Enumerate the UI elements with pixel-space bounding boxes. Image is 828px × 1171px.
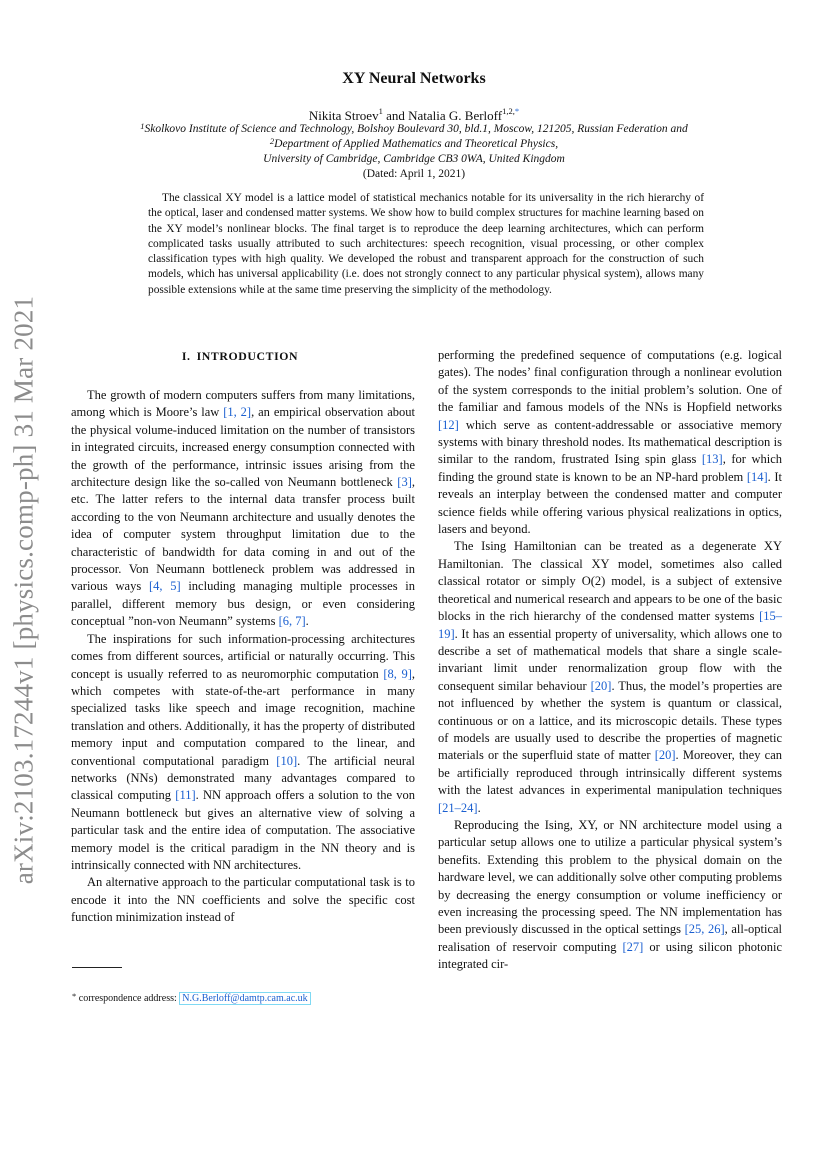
citation-link[interactable]: [12] <box>438 417 459 432</box>
abstract: The classical XY model is a lattice model of statistical mechanics notable for its universality in the rich hierarchy of the optical, laser and condensed matter systems. We show how to build complex structures for machine learning based on the XY model’s nonlinear blocks. The final target is to reproduce the deep learning architectures, which can perform complicated tasks usually attributed to such architectures: speech recognition, visual processing, or other complex classification types with high quality. We developed the robust and transparent approach for the construction of such models, which has universal applicability (i.e. does not strongly connect to any particular physical system), allows many possible extensions while at the same time preserving the simplicity of the methodology. <box>148 192 704 296</box>
text-run: . NN approach offers a solution to the von Neumann bottleneck but gives an alternative view of solving a particular task and the entire idea of computation. The associative memory model is the critical paradigm in the NN theory and is intrinsically connected with NN architectures. <box>71 788 415 872</box>
text-run: , which competes with state-of-the-art performance in many specialized tasks like speech and image recognition, machine translation and others. Additionally, it has the property of distributed memory input and computation compared to the linear, and conventional computational paradigm <box>71 666 415 768</box>
paragraph <box>438 817 782 974</box>
paragraph <box>438 538 782 817</box>
citation-link[interactable]: [27] <box>622 939 644 954</box>
paper-title: XY Neural Networks <box>342 70 486 87</box>
affiliation-marker: 2 <box>269 136 275 146</box>
citation-link[interactable]: [20] <box>654 748 676 763</box>
text-run: . The artificial neural networks (NNs) demonstrated many advantages compared to classical computing <box>71 753 416 803</box>
affiliation-marker: 1 <box>140 121 145 131</box>
citation-link[interactable]: [4, 5] <box>148 579 181 594</box>
citation-link[interactable]: [25, 26] <box>684 922 725 937</box>
text-run: , for which finding the ground state is known to be an NP-hard problem <box>438 452 782 484</box>
section-heading <box>71 347 415 365</box>
paragraph: An alternative approach to the particular computational task is to encode it into the NN coefficients and solve the specific cost function minimization instead of <box>71 875 415 925</box>
author-list <box>0 108 828 124</box>
affiliation-marker <box>502 106 519 116</box>
author-name: Natalia G. Berloff <box>408 108 503 123</box>
right-column <box>438 347 782 974</box>
citation-link[interactable]: [11] <box>175 788 196 803</box>
arxiv-sidebar <box>4 260 44 920</box>
citation-link[interactable]: [1, 2] <box>223 405 252 420</box>
text-run: performing the predefined sequence of computations (e.g. logical gates). The nodes’ final configuration through a nonlinear evolution of the system corresponds to the initial problem’s solution. One of the familiar and famous models of the NNs is Hopfield networks <box>438 348 782 415</box>
section-number: I. <box>181 349 191 363</box>
text-run: The growth of modern computers suffers from many limitations, among which is Moore’s law <box>71 388 415 420</box>
paragraph <box>71 387 415 631</box>
citation-link[interactable]: [21–24] <box>438 800 478 815</box>
citation-link[interactable]: [8, 9] <box>383 666 412 681</box>
citation-link[interactable]: [10] <box>276 753 298 768</box>
email-link[interactable]: N.G.Berloff@damtp.cam.ac.uk <box>179 992 310 1005</box>
text-run: . <box>305 614 309 629</box>
affiliation-text: Department of Applied Mathematics and Theoretical Physics, <box>274 138 559 150</box>
affiliation-2 <box>0 138 828 150</box>
citation-link[interactable]: [13] <box>701 452 723 467</box>
paragraph <box>438 347 782 538</box>
affiliation-text: Skolkovo Institute of Science and Technology, Bolshoy Boulevard 30, bld.1, Moscow, 121205, Russian Federation and <box>144 123 688 135</box>
text-run: , etc. The latter refers to the internal data transfer process built according to the von Neumann architecture and usually denotes the idea of computer system throughput limitation due to the characteristic of bandwidth for data coming in and out of the processor. Von Neumann bottleneck problem was addressed in various ways <box>71 475 415 594</box>
text-run: Reproducing the Ising, XY, or NN architecture model using a particular setup allows one to utilize a particular physical system’s benefits. Extending this problem to the physical domain on the hardware level, we can additionally solve other computing problems by decreasing the energy consumption or volume inefficiency or even increasing the processing speed. The NN implementation has been previously discussed in the optical settings <box>438 817 782 937</box>
text-run: . It reveals an interplay between the condensed matter and computer science fields while offering various physical realizations in optics, lasers and beyond. <box>438 469 782 537</box>
affiliation-marker: 1 <box>378 106 383 116</box>
text-run: . Moreover, they can be artificially reproduced through intrinsically different systems with the latest advances in experimental manipulation techniques <box>438 748 782 798</box>
citation-link[interactable]: [14] <box>746 469 768 484</box>
text-run: including managing multiple processes in parallel, different memory bus design, or even considering conceptual ”non-von Neumann” systems <box>71 579 415 629</box>
arxiv-identifier: arXiv:2103.17244v1 [physics.comp-ph] 31 Mar 2021 <box>8 295 39 885</box>
text-run: , an empirical observation about the physical volume-induced limitation on the number of transistors in integrated circuits, increased energy consumption connected with the growth of the performance, intrinsic issues arising from the architecture design like the so-called von Neumann bottleneck <box>71 405 415 490</box>
affiliation-numbers: 1,2, <box>502 106 515 116</box>
text-run: The inspirations for such information-processing architectures comes from different sources, artificial or naturally occurring. This concept is usually referred to as neuromorphic computation <box>71 631 415 681</box>
author-name: Nikita Stroev <box>308 108 379 123</box>
text-run: . <box>477 800 481 815</box>
paper-date: (Dated: April 1, 2021) <box>362 168 466 180</box>
footnote-marker: * <box>72 991 77 1001</box>
text-run: or using silicon photonic integrated cir- <box>438 939 782 972</box>
citation-link[interactable]: [6, 7] <box>278 614 306 629</box>
affiliation-3: University of Cambridge, Cambridge CB3 0WA, United Kingdom <box>263 153 565 165</box>
footnote-label: correspondence address: <box>76 993 180 1004</box>
text-run: , all-optical realisation of reservoir computing <box>438 922 783 954</box>
citation-link[interactable]: [3] <box>397 475 412 490</box>
affiliation-1 <box>0 123 828 135</box>
citation-link[interactable]: [15–19] <box>438 609 782 641</box>
text-run: The Ising Hamiltonian can be treated as a degenerate XY Hamiltonian. The classical XY model, sometimes also called classical rotator or simply O(2) model, is a subject of extensive theoretical and numerical research and appears to be one of the basic blocks in the rich hierarchy of the condensed matter systems <box>438 539 782 624</box>
left-column <box>71 347 415 927</box>
corresponding-author-link[interactable]: * <box>514 106 520 116</box>
text-run: . Thus, the model’s properties are not influenced by whether the system is quantum or classical, continuous or on a lattice, and its microscopic details. These types of models are usually used to describe the properties of magnetic materials or the superfluid state of matter <box>438 678 782 763</box>
citation-link[interactable]: [20] <box>590 678 612 693</box>
section-title: INTRODUCTION <box>196 349 299 363</box>
footnote <box>72 993 416 1004</box>
text-run: . It has an essential property of universality, which allows one to describe a set of mathematical models that share a single scale-invariant limit under renormalization group flow with the consequent similar behaviour <box>438 626 782 693</box>
author-separator: and <box>382 108 409 123</box>
footnote-divider <box>72 967 122 968</box>
text-run: which serve as content-addressable or associative memory systems with binary threshold nodes. Its mathematical description is similar to the random, frustrated Ising spin glass <box>438 417 782 467</box>
paragraph <box>71 631 415 875</box>
